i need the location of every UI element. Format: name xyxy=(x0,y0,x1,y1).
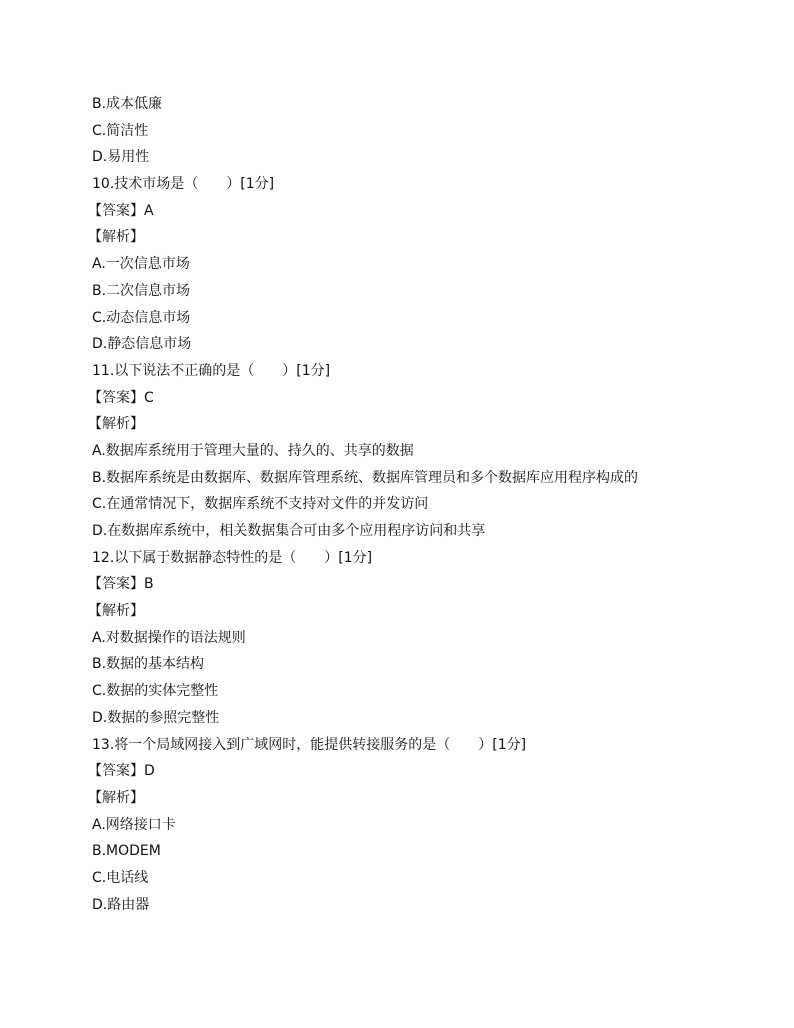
option-d: D.在数据库系统中，相关数据集合可由多个应用程序访问和共享 xyxy=(92,523,486,539)
option-d: D.易用性 xyxy=(92,149,150,166)
answer-line: 【答案】A xyxy=(88,202,154,219)
option-b: B.MODEM xyxy=(92,843,161,860)
answer-line: 【答案】B xyxy=(88,576,154,593)
option-c: C.数据的实体完整性 xyxy=(92,683,219,700)
analysis-label: 【解析】 xyxy=(88,229,144,246)
option-c: C.电话线 xyxy=(92,869,149,886)
option-b: B.二次信息市场 xyxy=(92,282,191,299)
option-a: A.数据库系统用于管理大量的、持久的、共享的数据 xyxy=(92,442,414,459)
answer-line: 【答案】C xyxy=(88,389,154,406)
question-list xyxy=(88,91,772,918)
answer-line: 【答案】D xyxy=(88,763,155,780)
question-stem: 12.以下属于数据静态特性的是（ ）[1分] xyxy=(92,549,373,566)
question-stem: 13.将一个局域网接入到广域网时，能提供转接服务的是（ ）[1分] xyxy=(92,736,527,753)
analysis-label: 【解析】 xyxy=(88,789,144,806)
option-d: D.数据的参照完整性 xyxy=(92,709,220,726)
option-a: A.一次信息市场 xyxy=(92,256,190,273)
option-d: D.静态信息市场 xyxy=(92,336,192,353)
option-a: A.对数据操作的语法规则 xyxy=(92,629,246,646)
analysis-label: 【解析】 xyxy=(88,416,144,433)
question-stem: 10.技术市场是（ ）[1分] xyxy=(92,176,275,193)
question-stem: 11.以下说法不正确的是（ ）[1分] xyxy=(92,362,331,379)
option-b: B.数据的基本结构 xyxy=(92,656,205,673)
option-c: C.动态信息市场 xyxy=(92,309,191,326)
analysis-label: 【解析】 xyxy=(88,603,144,620)
option-d: D.路由器 xyxy=(92,896,150,913)
option-b: B.成本低廉 xyxy=(92,96,163,112)
option-c: C.简洁性 xyxy=(92,122,149,139)
option-c: C.在通常情况下，数据库系统不支持对文件的并发访问 xyxy=(92,496,429,513)
option-a: A.网络接口卡 xyxy=(92,816,176,833)
option-b: B.数据库系统是由数据库、数据库管理系统、数据库管理员和多个数据库应用程序构成的 xyxy=(92,469,639,486)
